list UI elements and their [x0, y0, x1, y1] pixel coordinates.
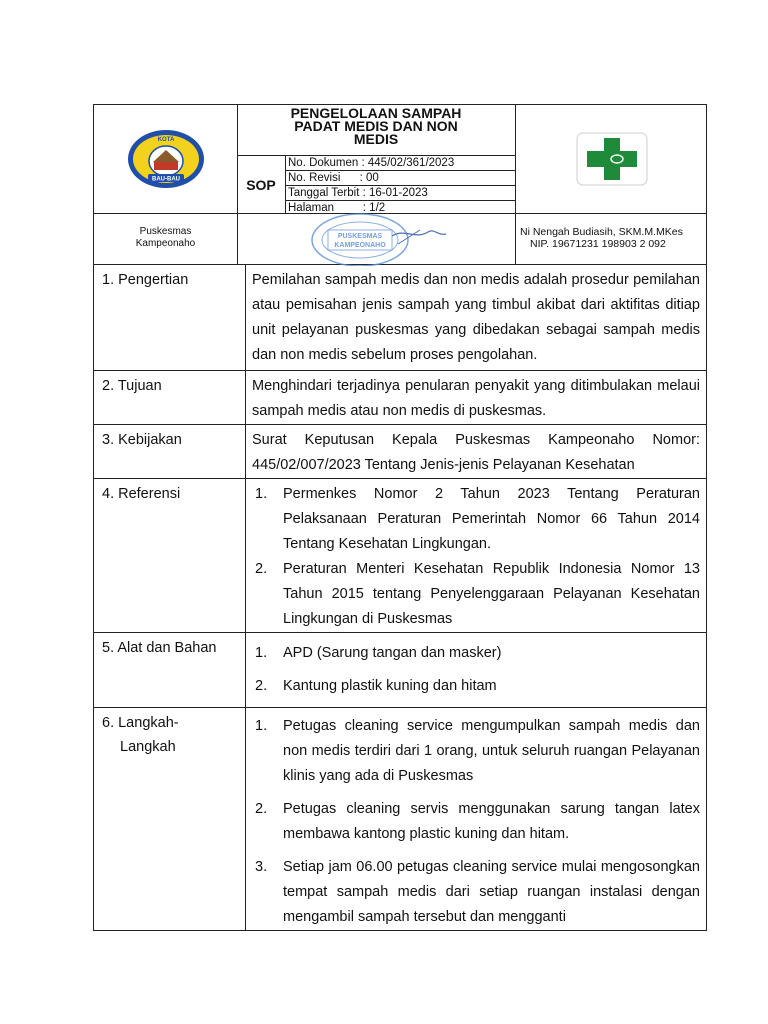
section-row-referensi: [94, 479, 707, 633]
title-line-1: PENGELOLAAN SAMPAH: [290, 105, 462, 121]
right-logo-cell: [515, 105, 708, 213]
list-item: 1. Permenkes Nomor 2 Tahun 2023 Tentang Peraturan Pelaksanaan Peraturan Pemerintah Nomor 66 Tahun 2014 Tentang Kesehatan Lingkungan.: [255, 486, 700, 552]
doc-issue-date: Tanggal Terbit : 16-01-2023: [285, 185, 515, 200]
signer-nip: NIP. 19671231 198903 2 092: [530, 238, 666, 250]
section-label: 3. Kebijakan: [94, 425, 246, 479]
section-row-alat-bahan: [94, 633, 707, 708]
section-row-langkah: [94, 708, 707, 931]
sop-label: SOP: [237, 155, 286, 214]
left-logo-cell: [94, 105, 237, 213]
kota-baubau-crest-icon: [126, 128, 206, 190]
list-item: 2. Peraturan Menteri Kesehatan Republik Indonesia Nomor 13 Tahun 2015 tentang Penyelenggaraan Pelayanan Kesehatan Lingkungan di Puskesmas: [255, 561, 700, 627]
unit-name: [94, 214, 237, 264]
stamp-cell: [237, 214, 516, 264]
doc-number: No. Dokumen : 445/02/361/2023: [285, 155, 515, 170]
list-item: 1. Petugas cleaning service mengumpulkan sampah medis dan non medis terdiri dari 1 orang, untuk seluruh ruangan Pelayanan klinis yang ada di Puskesmas: [255, 718, 700, 784]
section-text: Pemilahan sampah medis dan non medis adalah prosedur pemilahan atau pemisahan jenis sampah yang timbul akibat dari aktifitas ditiap unit pelayanan puskesmas yang dibedakan sebagai sampah medis dan non medis sebelum proses pengolahan.: [252, 272, 700, 363]
logo-kota-text: KOTA: [157, 137, 174, 143]
title-line-2: PADAT MEDIS DAN NON: [294, 118, 458, 134]
list-item: 2. Kantung plastik kuning dan hitam: [255, 678, 497, 694]
section-text: Surat Keputusan Kepala Puskesmas Kampeonaho Nomor: 445/02/007/2023 Tentang Jenis-jenis Pelayanan Kesehatan: [252, 432, 700, 473]
section-row-pengertian: [94, 265, 707, 371]
document-title: [237, 105, 515, 157]
signature-row: [93, 213, 707, 264]
svg-text:KAMPEONAHO: KAMPEONAHO: [334, 242, 386, 249]
section-label: 4. Referensi: [94, 479, 246, 633]
doc-revision: No. Revisi : 00: [285, 170, 515, 185]
section-label: 6. Langkah- Langkah: [94, 708, 246, 931]
logo-city-text: BAU-BAU: [151, 176, 180, 183]
section-label: 1. Pengertian: [94, 265, 246, 371]
list-item: 2. Petugas cleaning servis menggunakan sarung tangan latex membawa kantong plastic kuning dan hitam.: [255, 801, 700, 842]
list-item: 3. Setiap jam 06.00 petugas cleaning service mulai mengosongkan tempat sampah medis dari setiap ruangan instalasi dengan mengambil sampah tersebut dan mengganti: [255, 859, 700, 925]
steps-list: [252, 714, 700, 930]
svg-text:PUSKESMAS: PUSKESMAS: [337, 233, 383, 240]
section-label: 5. Alat dan Bahan: [94, 633, 246, 708]
section-row-tujuan: [94, 371, 707, 425]
reference-list: [252, 482, 700, 632]
signer-block: [515, 214, 708, 264]
section-label: 2. Tujuan: [94, 371, 246, 425]
section-content: [246, 479, 707, 633]
unit-line-1: Puskesmas: [139, 226, 192, 237]
doc-page: Halaman : 1/2: [285, 200, 515, 215]
puskesmas-cross-logo-icon: [576, 132, 648, 186]
list-item: 1. APD (Sarung tangan dan masker): [255, 645, 502, 661]
unit-line-2: Kampeonaho: [135, 238, 196, 249]
official-stamp-icon: [300, 210, 460, 266]
sop-header: [93, 104, 707, 213]
title-line-3: MEDIS: [353, 131, 399, 147]
section-content: [246, 708, 707, 931]
section-content: [246, 633, 707, 708]
section-row-kebijakan: [94, 425, 707, 479]
equipment-list: [252, 641, 700, 699]
section-text: Menghindari terjadinya penularan penyakit yang ditimbulakan melaui sampah medis atau non medis di puskesmas.: [252, 378, 700, 419]
signer-name: Ni Nengah Budiasih, SKM.M.MKes: [520, 226, 683, 238]
section-content: [246, 425, 707, 479]
sop-document: [93, 104, 707, 931]
section-content: [246, 265, 707, 371]
sop-content-table: [93, 264, 707, 931]
document-meta: [285, 155, 515, 215]
section-content: [246, 371, 707, 425]
